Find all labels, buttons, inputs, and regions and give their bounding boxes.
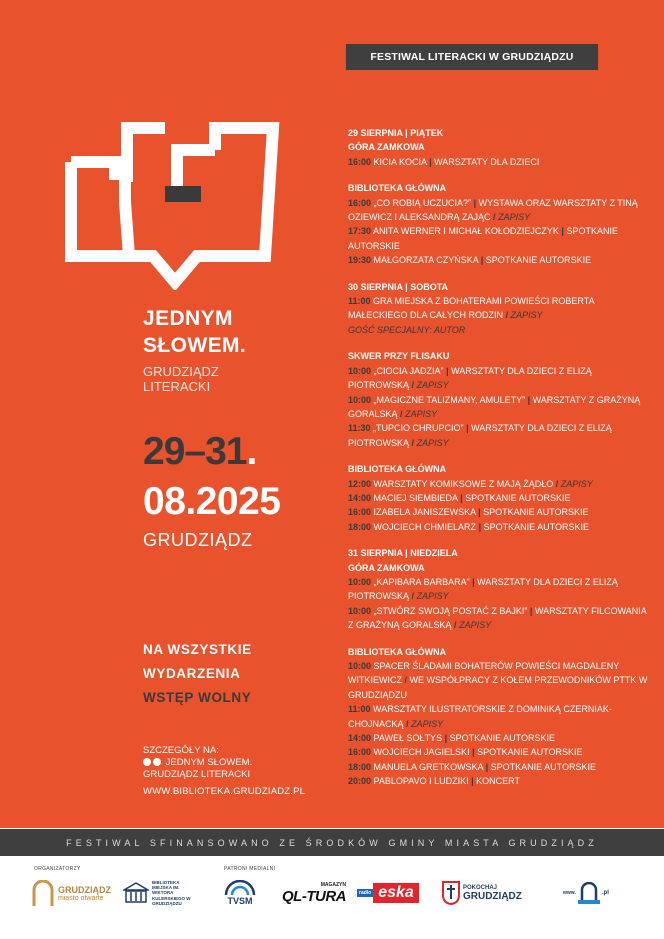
brand-title — [143, 305, 246, 359]
open-book-logo-icon — [65, 122, 301, 290]
free-entry-line2: WYDARZENIA — [143, 666, 241, 681]
event-item: 14:00 MACIEJ SIEMBIEDA | SPOTKANIE AUTORSKIE — [348, 492, 571, 503]
facebook-icon[interactable] — [143, 758, 151, 766]
details-block — [143, 745, 305, 798]
free-entry-line3: WSTĘP WOLNY — [143, 690, 252, 705]
event-item: 16:00 „CO ROBIĄ UCZUCIA?” | WYSTAWA ORAZ WARSZTATY Z TINĄ OZIEWICZ I ALEKSANDRĄ ZAJĄC / ZAPISY — [348, 197, 638, 223]
festival-dates-days — [143, 430, 256, 474]
logo-tvsm: TVSM — [223, 876, 257, 910]
brand-title-line1: JEDNYM — [143, 307, 233, 330]
special-guest-note: GOŚĆ SPECJALNY: AUTOR — [348, 324, 466, 335]
festival-dates-month-year: 08.2025 — [143, 480, 281, 523]
day1-section — [348, 126, 648, 169]
event-item: 19:30 MAŁGORZATA CZYŃSKA | SPOTKANIE AUTORSKIE — [348, 255, 592, 266]
venue-name: GÓRA ZAMKOWA — [348, 562, 425, 573]
logo-grudziadz-city: GRUDZIĄDZ miasto otwarte — [32, 876, 111, 910]
brand-subtitle-line1: GRUDZIĄDZ — [143, 364, 219, 379]
brand-subtitle-line2: LITERACKI — [143, 379, 211, 394]
event-item: 16:00 KICIA KOCIA | WARSZTATY DLA DZIECI — [348, 156, 540, 167]
funding-bar: FESTIWAL SFINANSOWANO ZE ŚRODKÓW GMINY MIASTA GRUDZIĄDZ — [0, 829, 664, 856]
brand-title-line2: SŁOWEM. — [143, 334, 247, 357]
venue-name: BIBLIOTEKA GŁÓWNA — [348, 183, 447, 194]
day3-section — [348, 546, 648, 632]
event-item: 10:00 „KAPIBARA BARBARA” | WARSZTATY DLA DZIECI Z ELIZĄ PIOTROWSKĄ / ZAPISY — [348, 576, 618, 602]
tvsm-waves-icon — [223, 880, 257, 896]
details-line2: GRUDZIĄDZ LITERACKI — [143, 769, 251, 780]
day-header: 30 SIERPNIA | SOBOTA — [348, 281, 449, 292]
instagram-icon[interactable] — [153, 758, 161, 766]
organizers-label: ORGANIZATORZY — [34, 866, 81, 872]
event-item: 12:00 WARSZTATY KOMIKSOWE Z MAJĄ ŻĄDŁO / ZAPISY — [348, 478, 593, 489]
gate-icon — [580, 882, 598, 900]
day3-venue2 — [348, 645, 648, 789]
event-item: 17:30 ANITA WERNER I MICHAŁ KOŁODZIEJCZYK | SPOTKANIE AUTORSKIE — [348, 226, 618, 251]
event-item: 11:30 „TUPCIO CHRUPCIO” | WARSZTATY DLA DZIECI Z ELIZĄ PIOTROWSKĄ / ZAPISY — [348, 423, 612, 448]
logo-qltura: MAGAZYN QL-TURA — [282, 881, 346, 905]
event-item: 10:00 „CIOCIA JADZIA” | WARSZTATY DLA DZIECI Z ELIZĄ PIOTROWSKĄ / ZAPISY — [348, 365, 592, 391]
logo-grudziadz-pl: www. .pl — [563, 876, 609, 910]
event-item: 18:00 WOJCIECH CHMIELARZ | SPOTKANIE AUTORSKIE — [348, 521, 589, 532]
city-gate-icon — [32, 880, 54, 906]
dates-dot: . — [246, 430, 257, 473]
logo-eska: radio eska — [357, 876, 419, 910]
event-item: 10:00 „MAGICZNE TALIZMANY, AMULETY” | WARSZTATY Z GRAŻYNĄ GORALSKĄ / ZAPISY — [348, 394, 641, 419]
venue-name: GÓRA ZAMKOWA — [348, 142, 425, 153]
festival-banner: FESTIWAL LITERACKI W GRUDZIĄDZU — [346, 44, 598, 70]
venue-name: BIBLIOTEKA GŁÓWNA — [348, 646, 447, 657]
day2-venue1 — [348, 349, 648, 450]
event-item: 16:00 IZABELA JANISZEWSKA | SPOTKANIE AUTORSKIE — [348, 507, 589, 518]
dates-days: 29–31 — [143, 430, 247, 473]
event-item: 10:00 SPACER ŚLADAMI BOHATERÓW POWIEŚCI MAGDALENY WITKIEWICZ / WE WSPÓŁPRACY Z KOŁEM PRZEWODNIKÓW PTTK W GRUDZIĄDZU — [348, 661, 648, 700]
event-item: 16:00 WOJCIECH JAGIELSKI | SPOTKANIE AUTORSKIE — [348, 747, 583, 758]
day1-venue2 — [348, 181, 648, 267]
details-url-link[interactable]: WWW.BIBLIOTEKA.GRUDZIADZ.PL — [143, 786, 306, 797]
event-item: 10:00 „STWÓRZ SWOJĄ POSTAĆ Z BAJKI” | WARSZTATY FILCOWANIA Z GRAŻYNĄ GORALSKĄ / ZAPISY — [348, 605, 647, 631]
brand-subtitle — [143, 364, 219, 394]
event-item: 11:00 GRA MIEJSKA Z BOHATERAMI POWIEŚCI ROBERTA MAŁECKIEGO DLA CAŁYCH RODZIN / ZAPISY — [348, 296, 595, 321]
event-item: 20:00 PABLOPAVO I LUDZIKI | KONCERT — [348, 776, 520, 787]
details-line1: JEDNYM SŁOWEM. — [165, 757, 253, 768]
library-building-icon — [123, 882, 149, 904]
day-header: 29 SIERPNIA | PIĄTEK — [348, 128, 444, 138]
event-item: 11:00 WARSZTATY ILUSTRATORSKIE Z DOMINIKĄ CZERNIAK-CHOJNACKĄ / ZAPISY — [348, 704, 612, 729]
event-item: 18:00 MANUELA GRETKOWSKA | SPOTKANIE AUTORSKIE — [348, 761, 597, 772]
festival-city: GRUDZIĄDZ — [143, 530, 253, 550]
day2-section — [348, 280, 648, 338]
program-schedule — [348, 126, 648, 801]
logo-library: BIBLIOTEKA MIEJSKA IM. WIKTORA KULERSKIEGO W GRUDZIĄDZU — [123, 876, 198, 910]
coat-of-arms-icon — [442, 881, 460, 905]
venue-name: BIBLIOTEKA GŁÓWNA — [348, 464, 447, 475]
day-header: 31 SIERPNIA | NIEDZIELA — [348, 548, 458, 559]
patrons-label: PATRONI MEDIALNI — [224, 866, 276, 872]
book-bookmark — [165, 186, 201, 202]
logo-pokochaj-grudziadz: POKOCHAJ GRUDZIĄDZ — [442, 876, 522, 910]
free-entry-line1: NA WSZYSTKIE — [143, 642, 252, 657]
free-entry-note — [143, 638, 252, 710]
venue-name: SKWER PRZY FLISAKU — [348, 351, 450, 362]
event-item: 14:00 PAWEŁ SOŁTYS | SPOTKANIE AUTORSKIE — [348, 733, 556, 744]
day2-venue2 — [348, 462, 648, 534]
details-label: SZCZEGÓŁY NA: — [143, 745, 219, 756]
